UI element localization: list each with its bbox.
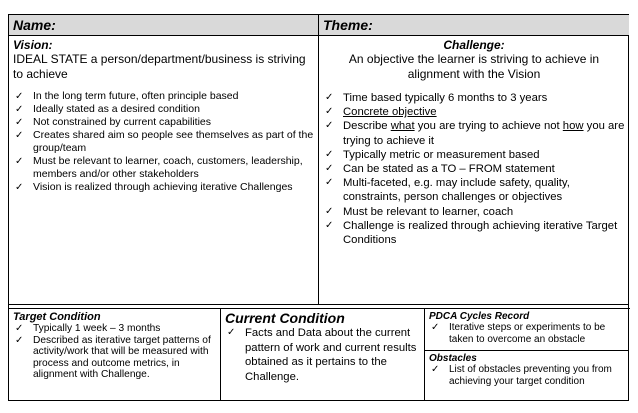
theme-label: Theme: [323,17,373,33]
checkmark-icon: ✓ [325,148,334,160]
name-label: Name: [13,17,56,33]
a3-worksheet [8,14,629,401]
list-item: ✓ Ideally stated as a desired condition [15,103,200,115]
list-item: ✓ Must be relevant to learner, coach, customers, leadership, members and/or other stakeholders [15,155,303,180]
obstacles-title: Obstacles [429,353,477,364]
challenge-bullet-list [319,91,629,247]
list-item: ✓ Vision is realized through achieving iterative Challenges [15,181,293,193]
list-item: ✓ Typically metric or measurement based [325,148,540,161]
theme-header [319,15,629,36]
checkmark-icon: ✓ [431,364,440,375]
vision-bullet-list [9,90,318,194]
target-condition-section [9,309,221,401]
checkmark-icon: ✓ [325,163,334,175]
checkmark-icon: ✓ [431,322,440,333]
challenge-section [319,36,629,305]
target-condition-title: Target Condition [13,311,101,323]
current-condition-title: Current Condition [225,310,345,326]
checkmark-icon: ✓ [325,92,334,103]
list-item: ✓ Must be relevant to learner, coach [325,205,514,218]
current-condition-section [221,309,425,401]
list-item: ✓ Creates shared aim so people see themselves as part of the group/team [15,129,314,154]
obstacles-bullet-list [425,364,629,387]
checkmark-icon: ✓ [15,104,24,115]
checkmark-icon: ✓ [15,156,24,167]
checkmark-icon: ✓ [15,117,24,128]
vision-lead: IDEAL STATE a person/department/business is striving to achieve [13,52,306,81]
checkmark-icon: ✓ [325,120,334,132]
pdca-title: PDCA Cycles Record [429,311,530,322]
list-item: ✓ Described as iterative target patterns of activity/work that will be measured with process and outcome metrics, in alignment with Challenge. [15,334,211,380]
list-item: ✓ Concrete objective [325,106,437,119]
list-item: ✓ Not constrained by current capabilities [15,116,212,128]
challenge-title: Challenge: [443,38,505,52]
checkmark-icon: ✓ [15,91,24,102]
checkmark-icon: ✓ [15,334,24,346]
list-item: ✓ Can be stated as a TO – FROM statement [325,163,555,176]
checkmark-icon: ✓ [15,130,24,141]
list-item: ✓ In the long term future, often principle based [15,90,239,102]
name-header [9,15,319,36]
obstacles-section [425,351,629,401]
list-item: ✓ Time based typically 6 months to 3 years [325,92,548,104]
checkmark-icon: ✓ [325,106,334,118]
list-item: ✓ Multi-faceted, e.g. may include safety, quality, constraints, person challenges or objectives [325,177,570,204]
list-item: ✓ Typically 1 week – 3 months [15,323,161,334]
challenge-lead: An objective the learner is striving to achieve in alignment with the Vision [348,52,600,81]
checkmark-icon: ✓ [325,219,334,231]
pdca-bullet-list [425,322,629,345]
checkmark-icon: ✓ [15,182,24,193]
checkmark-icon: ✓ [325,177,334,189]
vision-title: Vision: [13,38,53,52]
list-item: ✓ Facts and Data about the current pattern of work and current results obtained as it pertains to the Challenge. [227,327,417,383]
checkmark-icon: ✓ [227,327,236,338]
list-item: ✓ Iterative steps or experiments to be taken to overcome an obstacle [431,322,606,345]
list-item: ✓ List of obstacles preventing you from achieving your target condition [431,364,612,387]
list-item: ✓ Challenge is realized through achieving iterative Target Conditions [325,219,618,247]
checkmark-icon: ✓ [325,205,334,217]
target-condition-bullet-list [9,323,220,381]
current-condition-bullet-list [221,326,424,384]
vision-section [9,36,319,305]
checkmark-icon: ✓ [15,323,24,334]
list-item: ✓ Describe what you are trying to achieve not how you are trying to achieve it [325,120,625,147]
pdca-cycles-section [425,309,629,351]
